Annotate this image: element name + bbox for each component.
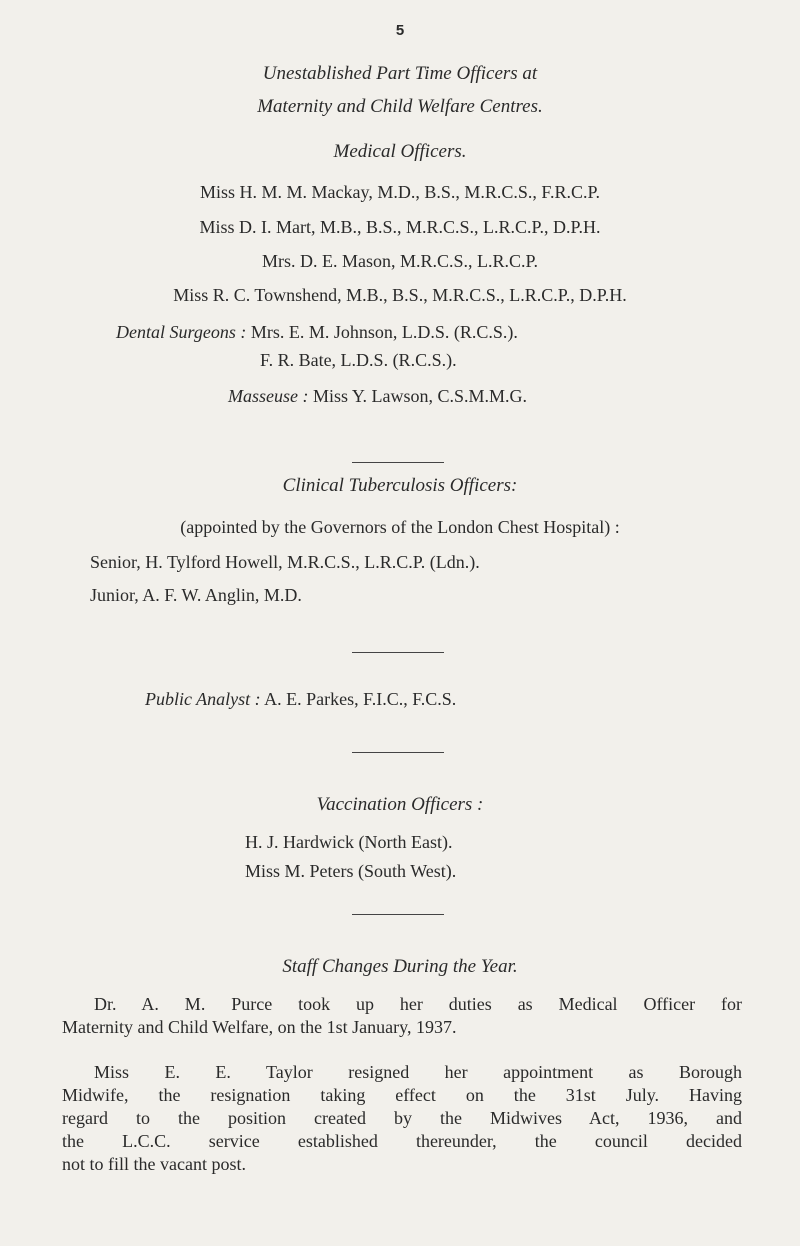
paragraph-line: Miss E. E. Taylor resigned her appointment as Borough <box>94 1062 742 1082</box>
section-divider <box>352 914 444 915</box>
masseuse-line <box>228 386 527 407</box>
paragraph-line: Maternity and Child Welfare, on the 1st January, 1937. <box>62 1017 457 1037</box>
public-analyst-label: Public Analyst : <box>145 689 261 709</box>
tuberculosis-appointed: (appointed by the Governors of the London Chest Hospital) : <box>180 517 620 537</box>
tuberculosis-heading: Clinical Tuberculosis Officers: <box>282 475 518 496</box>
section-heading-line-1: Unestablished Part Time Officers at <box>262 63 538 84</box>
medical-officer-2: Miss D. I. Mart, M.B., B.S., M.R.C.S., L.R.C.P., D.P.H. <box>199 217 601 237</box>
paragraph-line: not to fill the vacant post. <box>62 1154 246 1174</box>
dental-surgeon-1: Mrs. E. M. Johnson, L.D.S. (R.C.S.). <box>250 322 518 342</box>
dental-surgeons-label: Dental Surgeons : <box>116 322 247 342</box>
section-divider <box>352 752 444 753</box>
paragraph-line: regard to the position created by the Midwives Act, 1936, and <box>62 1108 742 1128</box>
vaccination-heading: Vaccination Officers : <box>316 794 484 815</box>
staff-changes-paragraph-2 <box>62 1061 742 1176</box>
medical-officer-1: Miss H. M. M. Mackay, M.D., B.S., M.R.C.S., F.R.C.P. <box>200 182 600 202</box>
dental-surgeon-2: F. R. Bate, L.D.S. (R.C.S.). <box>260 350 457 370</box>
medical-officers-heading: Medical Officers. <box>333 141 467 162</box>
page-number: 5 <box>395 22 405 39</box>
section-heading-line-2: Maternity and Child Welfare Centres. <box>257 96 543 117</box>
tuberculosis-senior: Senior, H. Tylford Howell, M.R.C.S., L.R.C.P. (Ldn.). <box>90 552 480 572</box>
vaccination-officer-2: Miss M. Peters (South West). <box>245 861 457 881</box>
medical-officer-3: Mrs. D. E. Mason, M.R.C.S., L.R.C.P. <box>261 251 539 271</box>
section-divider <box>352 652 444 653</box>
masseuse-name: Miss Y. Lawson, C.S.M.M.G. <box>312 386 528 406</box>
section-divider <box>352 462 444 463</box>
vaccination-officer-1: H. J. Hardwick (North East). <box>245 832 453 852</box>
public-analyst-line <box>145 689 456 710</box>
paragraph-line: the L.C.C. service established thereunder, the council decided <box>62 1131 742 1151</box>
staff-changes-heading: Staff Changes During the Year. <box>282 956 518 977</box>
staff-changes-paragraph-1 <box>62 993 742 1039</box>
dental-surgeons-line <box>116 322 518 343</box>
paragraph-line: Dr. A. M. Purce took up her duties as Medical Officer for <box>94 994 742 1014</box>
public-analyst-name: A. E. Parkes, F.I.C., F.C.S. <box>264 689 457 709</box>
medical-officer-4: Miss R. C. Townshend, M.B., B.S., M.R.C.S., L.R.C.P., D.P.H. <box>173 285 627 305</box>
masseuse-label: Masseuse : <box>228 386 309 406</box>
tuberculosis-junior: Junior, A. F. W. Anglin, M.D. <box>90 585 302 605</box>
paragraph-line: Midwife, the resignation taking effect on the 31st July. Having <box>62 1085 742 1105</box>
